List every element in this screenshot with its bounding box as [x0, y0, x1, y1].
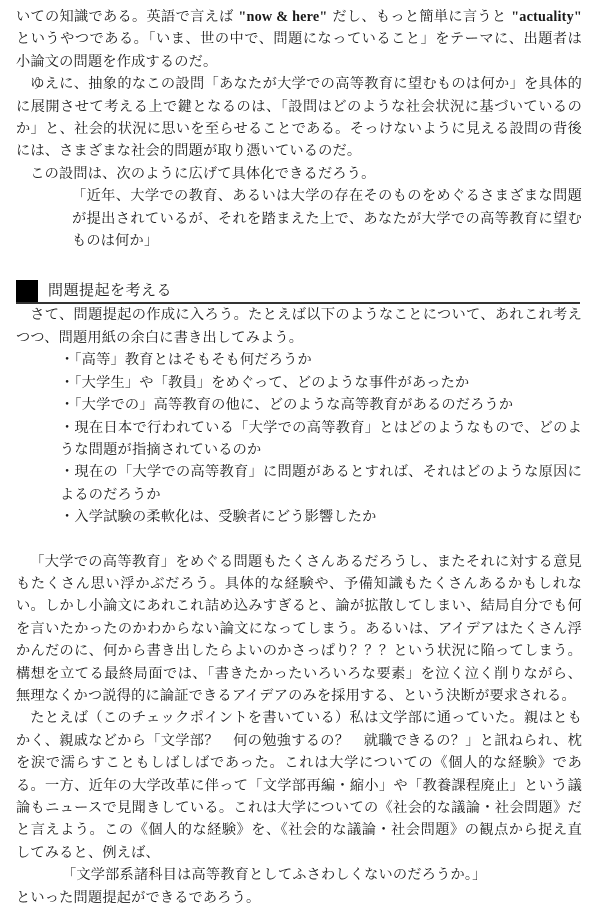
section-heading: [16, 278, 580, 304]
body-paragraph-2: たとえば（このチェックポイントを書いている）私は文学部に通っていた。親はともかく、親戚などから「文学部？ 何の勉強するの？ 就職できるの？」と訊ねられ、枕を涙で濡らすこともしばしばであった。これは大学についての《個人的な経験》である。一方、近年の大学改革に伴って「文学部再編・縮小」や「教養課程廃止」という議論もニュースで見聞きしている。これは大学についての《社会的な議論・社会問題》だと言えよう。この《個人的な経験》を、《社会的な議論・社会問題》の観点から捉え直してみると、例えば、: [16, 710, 582, 861]
question-quote: 「近年、大学での教育、あるいは大学の存在そのものをめぐるさまざまな問題が提出されているが、それを踏まえた上で、あなたが大学での高等教育に望むものは何か」: [72, 188, 582, 250]
text-run: というやつである。「いま、世の中で、問題になっていること」をテーマに、出題者は小論文の問題を作成するのだ。: [16, 31, 582, 70]
document-page: [16, 6, 582, 909]
english-term: "now & here": [238, 9, 328, 25]
heading-square-icon: [16, 280, 38, 302]
section-lead: さて、問題提起の作成に入ろう。たとえば以下のようなことについて、あれこれ考えつつ、問題用紙の余白に書き出してみよう。: [16, 307, 582, 346]
intro-paragraph-2: ゆえに、抽象的なこの設問「あなたが大学での高等教育に望むものは何か」を具体的に展開させて考える上で鍵となるのは、「設問はどのような社会状況に基づいているのか」と、社会的状況に思いを至らせることである。そっけないように見える設問の背後には、さまざまな社会的問題が取り憑いているのだ。: [16, 76, 582, 160]
intro-paragraph-3: この設問は、次のように広げて具体化できるだろう。: [30, 165, 376, 182]
section-heading-title: 問題提起を考える: [48, 281, 173, 300]
problem-statement-quote: 「文学部系諸科目は高等教育としてふさわしくないのだろうか。」: [62, 867, 487, 884]
intro-paragraph-1: [16, 6, 582, 73]
idea-list: [16, 349, 582, 528]
body-paragraph-1: 「大学での高等教育」をめぐる問題もたくさんあるだろうし、またそれに対する意見もたくさん思い浮かぶだろう。具体的な経験や、予備知識もたくさんあるかもしれない。しかし小論文にあれこれ詰め込みすぎると、論が拡散してしまい、結局自分でも何を言いたかったのかわからない論文になってしまう。あるいは、アイデアはたくさん浮かんだのに、何から書き出したらよいのかさっぱり？？？という状況に陥ってしまう。構想を立てる最終局面では、「書きたかったいろいろな要素」を泣く泣く削りながら、無理なくかつ説得的に論証できるアイデアのみを採用する、という決断が要求される。: [16, 553, 582, 704]
spacer: [16, 252, 582, 274]
text-run: いての知識である。英語で言えば: [16, 9, 239, 25]
english-term: "actuality": [511, 9, 582, 25]
closing-line: といった問題提起ができるであろう。: [16, 889, 261, 906]
list-item: ・現在日本で行われている「大学での高等教育」とはどのようなもので、どのような問題が指摘されているのか: [60, 419, 582, 458]
list-item: ・入学試験の柔軟化は、受験者にどう影響したか: [60, 509, 377, 526]
text-run: だし、もっと簡単に言うと: [327, 9, 512, 25]
spacer: [16, 529, 582, 551]
list-item: ・「高等」教育とはそもそも何だろうか: [60, 352, 312, 369]
list-item: ・現在の「大学での高等教育」に問題があるとすれば、それはどのような原因によるのだろうか: [60, 464, 582, 503]
list-item: ・「大学生」や「教員」をめぐって、どのような事件があったか: [60, 374, 470, 391]
list-item: ・「大学での」高等教育の他に、どのような高等教育があるのだろうか: [60, 397, 514, 414]
